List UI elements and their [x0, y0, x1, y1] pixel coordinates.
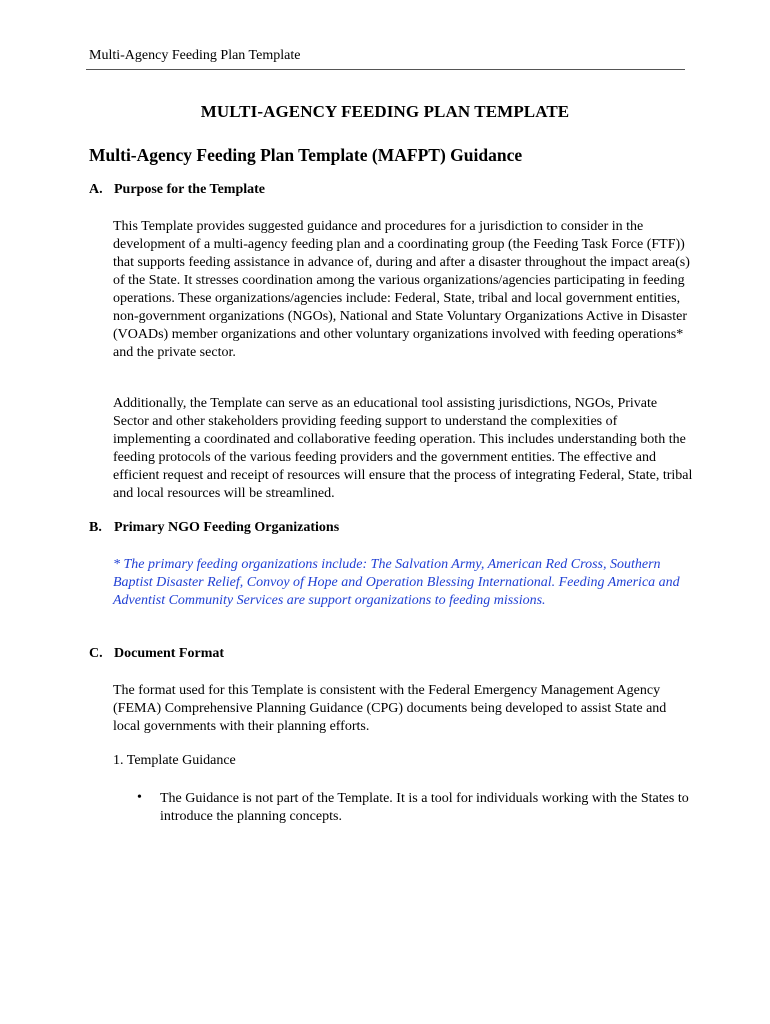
- document-subtitle: Multi-Agency Feeding Plan Template (MAFPT) Guidance: [89, 145, 523, 165]
- section-a-label: A.: [89, 182, 103, 197]
- document-title: MULTI-AGENCY FEEDING PLAN TEMPLATE: [200, 102, 570, 121]
- section-b-heading: [89, 520, 339, 536]
- bullet-text: The Guidance is not part of the Template. It is a tool for individuals working with the States to introduce the planning concepts.: [160, 791, 689, 824]
- section-a-paragraph-2: Additionally, the Template can serve as an educational tool assisting jurisdictions, NGOs, Private Sector and other stakeholders providing feeding support to understand the complexities of implementing a coordinated and collaborative feeding operation. This includes understanding both the feeding protocols of the various feeding providers and the government entities. The effective and efficient request and receipt of resources will ensure that the process of integrating Federal, State, tribal and local resources will be streamlined.: [113, 396, 693, 501]
- section-c-heading: [89, 646, 224, 662]
- section-c-title: Document Format: [114, 646, 225, 661]
- section-b-note: * The primary feeding organizations include: The Salvation Army, American Red Cross, Southern Baptist Disaster Relief, Convoy of Hope and Operation Blessing International. Feeding America and Adventist Community Services are support organizations to feeding missions.: [113, 557, 680, 608]
- section-c-paragraph: The format used for this Template is consistent with the Federal Emergency Management Agency (FEMA) Comprehensive Planning Guidance (CPG) documents being developed to assist State and local governments with their planning efforts.: [113, 683, 667, 734]
- section-a-heading: [89, 182, 265, 198]
- running-header: Multi-Agency Feeding Plan Template: [89, 48, 301, 63]
- section-a-paragraph-1: This Template provides suggested guidance and procedures for a jurisdiction to consider in the development of a multi-agency feeding plan and a coordinating group (the Feeding Task Force (FTF)) that supports feeding assistance in advance of, during and after a disaster throughout the impact area(s) of the State. It stresses coordination among the various organizations/agencies participating in feeding operations. These organizations/agencies include: Federal, State, tribal and local government entities, non-government organizations (NGOs), National and State Voluntary Organizations Active in Disaster (VOADs) member organizations and other voluntary organizations involved with feeding operations* and the private sector.: [113, 219, 690, 360]
- section-c-label: C.: [89, 646, 103, 661]
- header-rule: [86, 69, 685, 70]
- list-item-template-guidance: 1. Template Guidance: [113, 753, 236, 768]
- bullet-icon: •: [137, 790, 142, 805]
- section-b-label: B.: [89, 520, 102, 535]
- section-a-title: Purpose for the Template: [114, 182, 266, 197]
- section-b-title: Primary NGO Feeding Organizations: [114, 520, 340, 535]
